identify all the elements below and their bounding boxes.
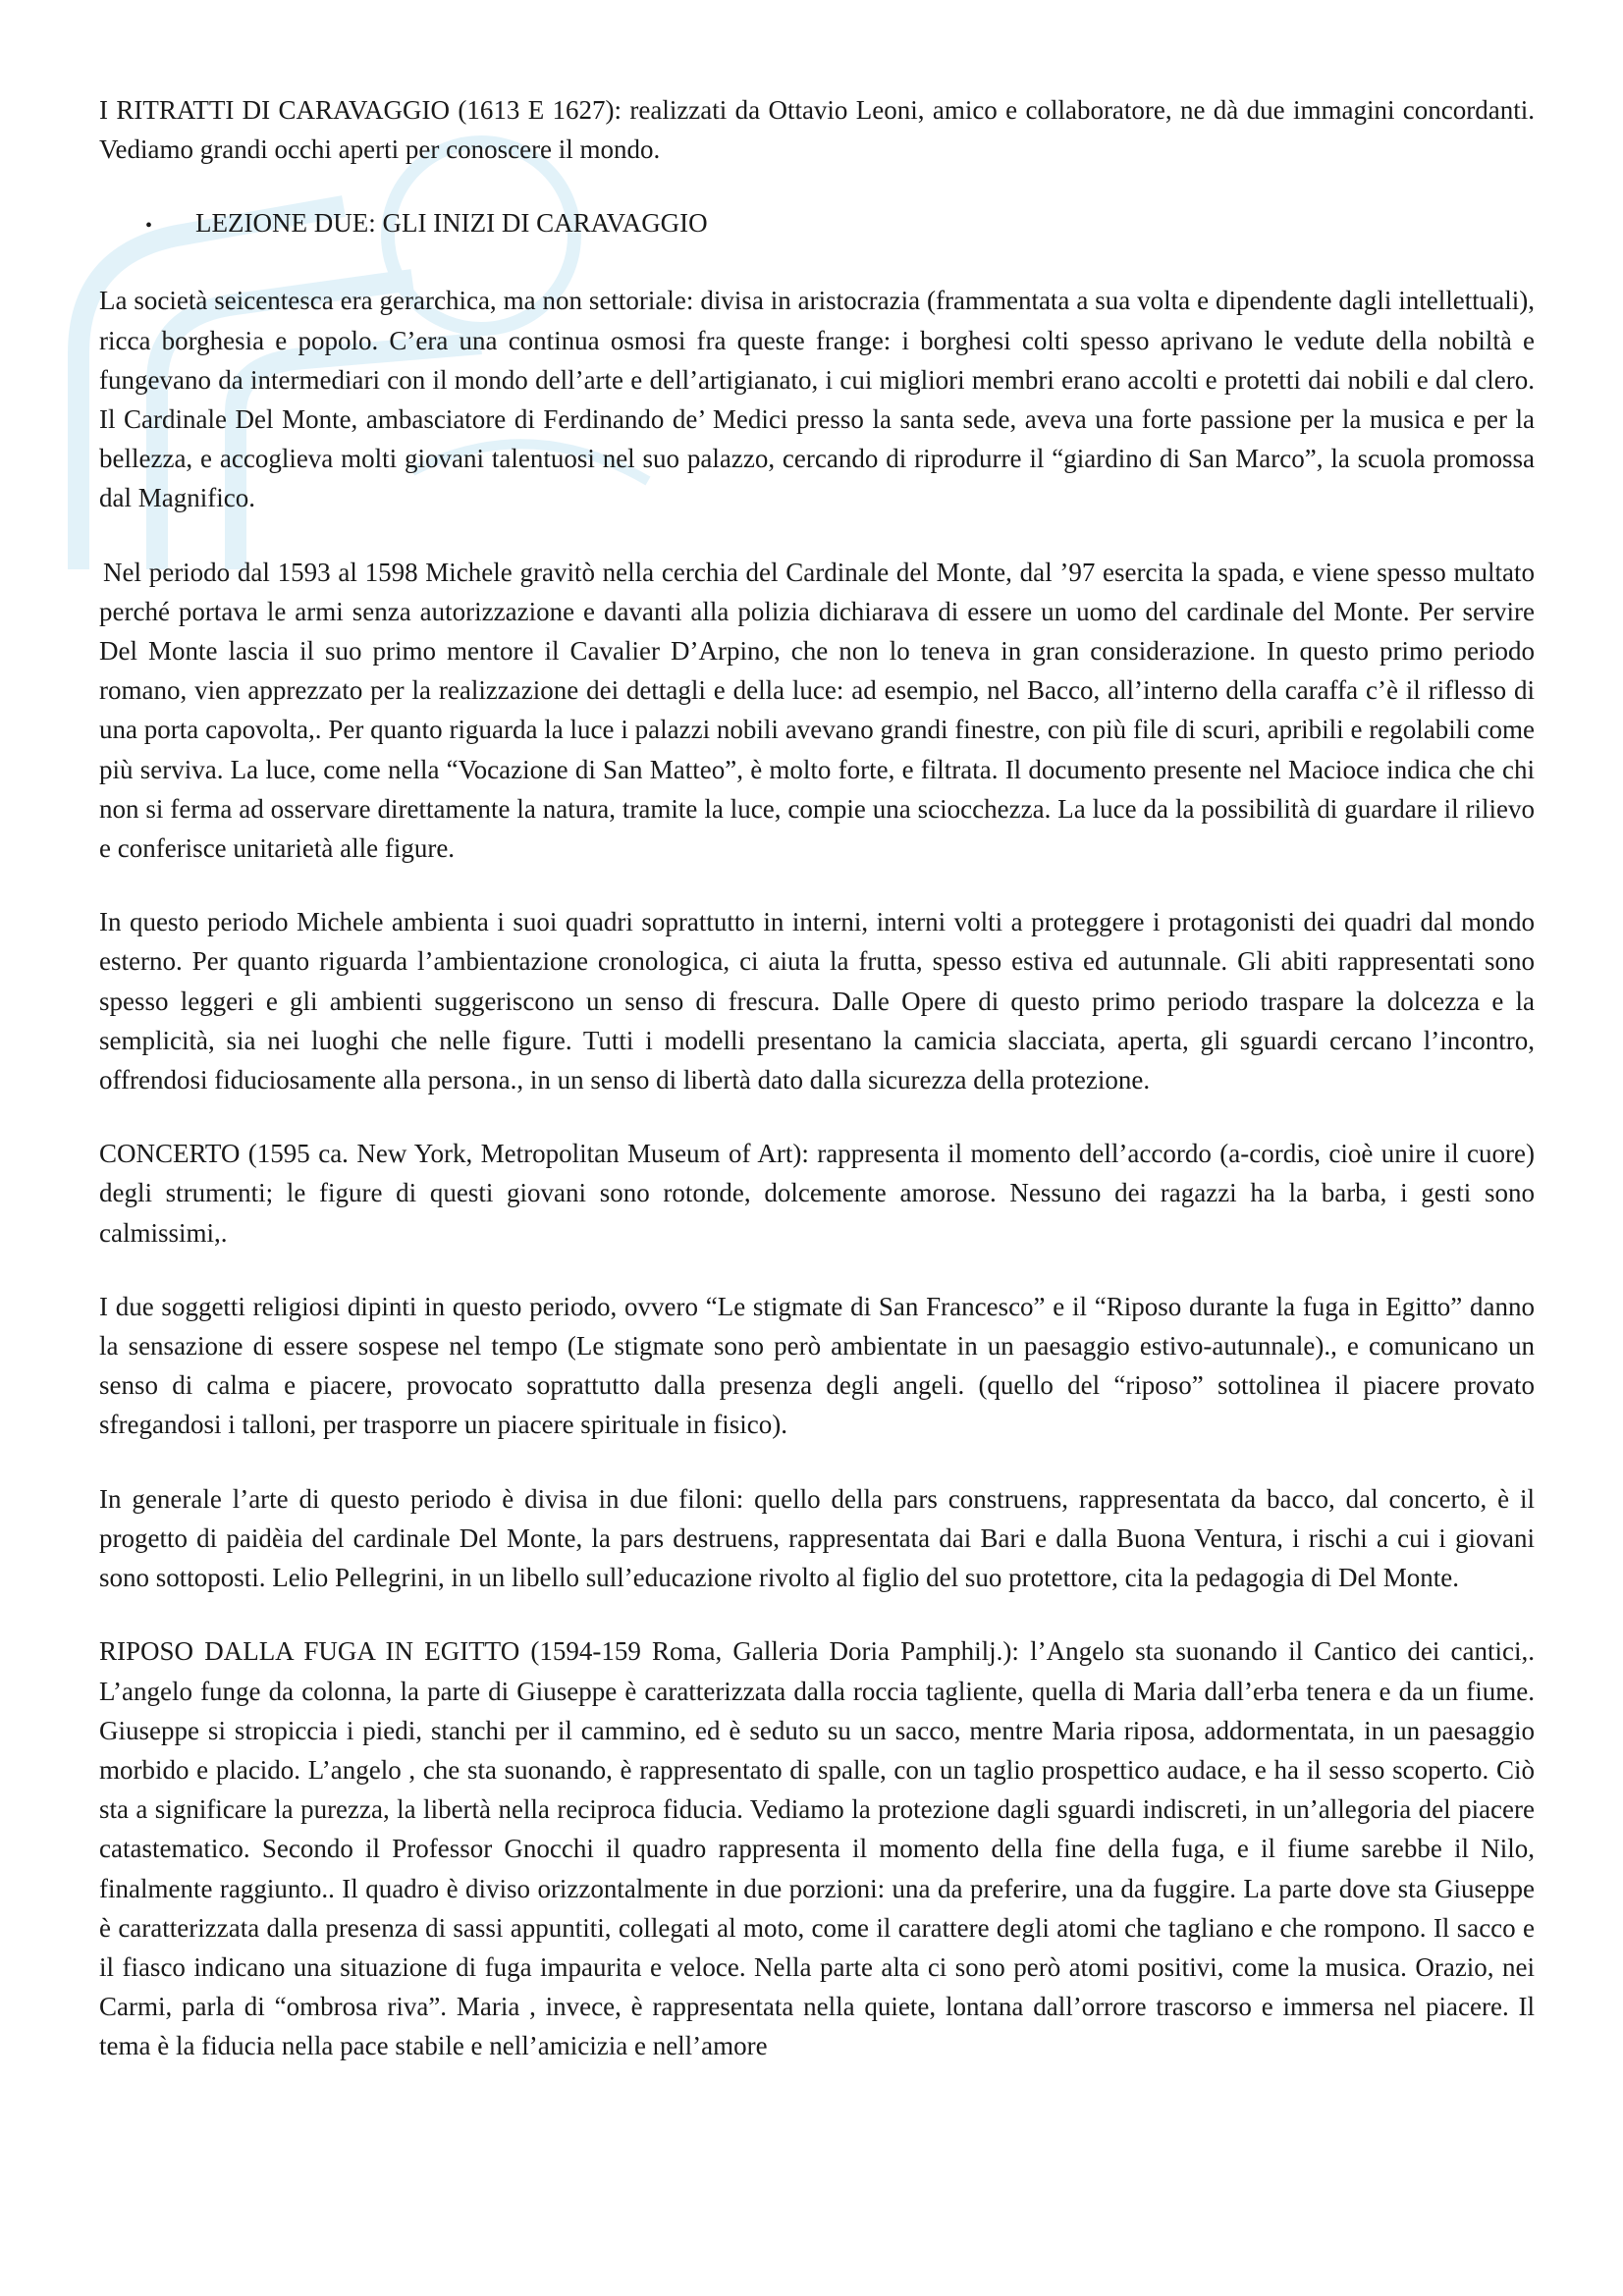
- paragraph-ritratti: I RITRATTI DI CARAVAGGIO (1613 E 1627): realizzati da Ottavio Leoni, amico e collaboratore, ne dà due immagini concordanti. Vediamo grandi occhi aperti per conoscere il mondo.: [99, 95, 1535, 165]
- document-page: [99, 90, 1535, 2101]
- paragraph-soggetti-religiosi: I due soggetti religiosi dipinti in questo periodo, ovvero “Le stigmate di San Francesco” e il “Riposo durante la fuga in Egitto” danno la sensazione di essere sospese nel tempo (Le stigmate sono però ambientate in un paesaggio estivo-autunnale)., e comunicano un senso di calma e piacere, provocato soprattutto dalla presenza degli angeli. (quello del “riposo” sottolinea il piacere provato sfregandosi i talloni, per trasporre un piacere spirituale in fisico).: [99, 1291, 1535, 1440]
- paragraph-concerto: CONCERTO (1595 ca. New York, Metropolitan Museum of Art): rappresenta il momento dell’accordo (a-cordis, cioè unire il cuore) degli strumenti; le figure di questi giovani sono rotonde, dolcemente amorose. Nessuno dei ragazzi ha la barba, i gesti sono calmissimi,.: [99, 1139, 1535, 1248]
- lesson-heading-text: LEZIONE DUE: GLI INIZI DI CARAVAGGIO: [195, 208, 708, 239]
- paragraph-interni: In questo periodo Michele ambienta i suoi quadri soprattutto in interni, interni volti a proteggere i protagonisti dei quadri dal mondo esterno. Per quanto riguarda l’ambientazione cronologica, ci aiuta la frutta, spesso estiva ed autunnale. Gli abiti rappresentati sono spesso leggeri e gli ambienti suggeriscono un senso di frescura. Dalle Opere di questo primo periodo traspare la dolcezza e la semplicità, sia nei luoghi che nelle figure. Tutti i modelli presentano la camicia slacciata, aperta, gli sguardi cercano l’incontro, offrendosi fiduciosamente alla persona., in un senso di libertà dato dalla sicurezza della protezione.: [99, 907, 1535, 1095]
- bullet-icon: •: [145, 215, 153, 238]
- paragraph-filoni: In generale l’arte di questo periodo è divisa in due filoni: quello della pars construens, rappresentata da bacco, dal concerto, è il progetto di paidèia del cardinale Del Monte, la pars destruens, rappresentata dai Bari e dalla Buona Ventura, i rischi a cui i giovani sono sottoposti. Lelio Pellegrini, in un libello sull’educazione rivolto al figlio del suo protettore, cita la pedagogia di Del Monte.: [99, 1483, 1535, 1593]
- lesson-heading: [99, 203, 1535, 245]
- paragraph-societa: La società seicentesca era gerarchica, ma non settoriale: divisa in aristocrazia (frammentata a sua volta e dipendente dagli intellettuali), ricca borghesia e popolo. C’era una continua osmosi fra queste frange: i borghesi colti spesso aprivano le vedute della nobiltà e fungevano da intermediari con il mondo dell’arte e dell’artigianato, i cui migliori membri erano accolti e protetti dai nobili e dal clero. Il Cardinale Del Monte, ambasciatore di Ferdinando de’ Medici presso la santa sede, aveva una forte passione per la musica e per la bellezza, e accoglieva molti giovani talentuosi nel suo palazzo, cercando di riprodurre il “giardino di San Marco”, la scuola promossa dal Magnifico.: [99, 286, 1535, 513]
- paragraph-periodo-del-monte: Nel periodo dal 1593 al 1598 Michele gravitò nella cerchia del Cardinale del Monte, dal ’97 esercita la spada, e viene spesso multato perché portava le armi senza autorizzazione e davanti alla polizia dichiarava di essere un uomo del cardinale del Monte. Per servire Del Monte lascia il suo primo mentore il Cavalier D’Arpino, che non lo teneva in gran considerazione. In questo primo periodo romano, vien apprezzato per la realizzazione dei dettagli e della luce: ad esempio, nel Bacco, all’interno della caraffa c’è il riflesso di una porta capovolta,. Per quanto riguarda la luce i palazzi nobili avevano grandi finestre, con più file di scuri, apribili e regolabili come più serviva. La luce, come nella “Vocazione di San Matteo”, è molto forte, e filtrata. Il documento presente nel Macioce indica che chi non si ferma ad osservare direttamente la natura, tramite la luce, compie una sciocchezza. La luce da la possibilità di guardare il rilievo e conferisce unitarietà alle figure.: [99, 557, 1535, 864]
- paragraph-riposo: RIPOSO DALLA FUGA IN EGITTO (1594-159 Roma, Galleria Doria Pamphilj.): l’Angelo sta suonando il Cantico dei cantici,. L’angelo funge da colonna, la parte di Giuseppe è caratterizzata dalla roccia tagliente, quella di Maria dall’erba tenera e da un fiume. Giuseppe si stropiccia i piedi, stanchi per il cammino, ed è seduto su un sacco, mentre Maria riposa, addormentata, in un paesaggio morbido e placido. L’angelo , che sta suonando, è rappresentato di spalle, con un taglio prospettico audace, e ha il sesso scoperto. Ciò sta a significare la purezza, la libertà nella reciproca fiducia. Vediamo la protezione dagli sguardi indiscreti, in un’allegoria del piacere catastematico. Secondo il Professor Gnocchi il quadro rappresenta il momento della fine della fuga, e il fiume sarebbe il Nilo, finalmente raggiunto.. Il quadro è diviso orizzontalmente in due porzioni: una da preferire, una da fuggire. La parte dove sta Giuseppe è caratterizzata dalla presenza di sassi appuntiti, collegati al moto, come il carattere degli atomi che tagliano e che rompono. Il sacco e il fiasco indicano una situazione di fuga impaurita e veloce. Nella parte alta ci sono però atomi positivi, come la musica. Orazio, nei Carmi, parla di “ombrosa riva”. Maria , invece, è rappresentata nella quiete, lontana dall’orrore trascorso e immersa nel piacere. Il tema è la fiducia nella pace stabile e nell’amicizia e nell’amore: [99, 1636, 1535, 2061]
